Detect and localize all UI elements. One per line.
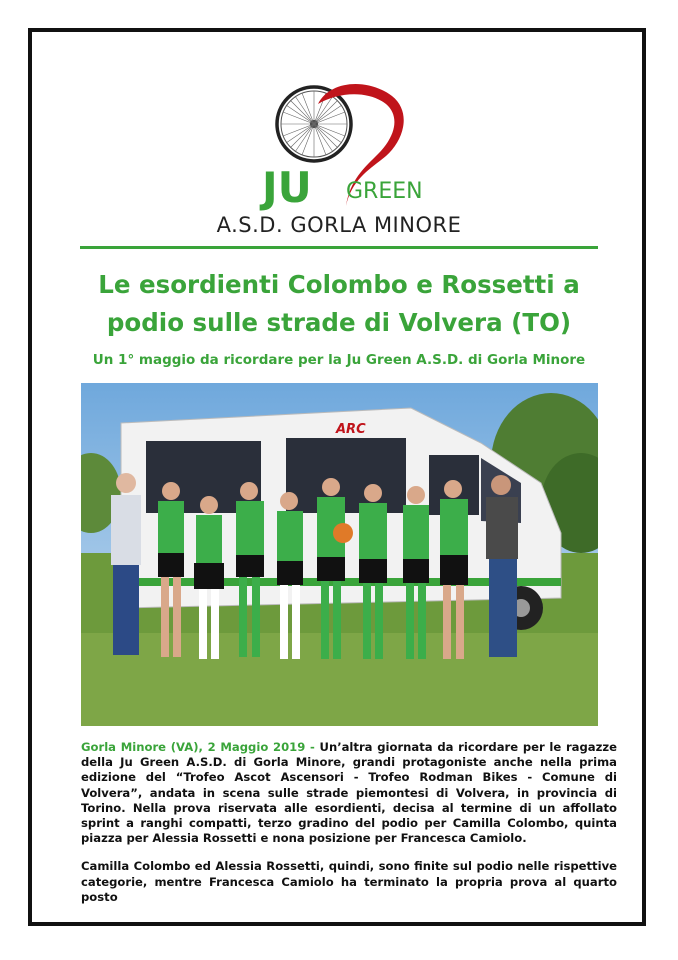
article-dateline: Gorla Minore (VA), 2 Maggio 2019 - <box>81 740 315 754</box>
article-paragraph-2: Camilla Colombo ed Alessia Rossetti, quindi, sono finite sul podio nelle rispettive categorie, mentre Francesca Camiolo ha terminato la propria prova al quarto posto <box>81 859 617 904</box>
team-photo <box>81 383 598 726</box>
logo-organization-name: A.S.D. GORLA MINORE <box>216 213 462 237</box>
divider <box>80 246 598 249</box>
article-paragraph-1 <box>81 740 617 846</box>
van-brand-text: ARC <box>336 422 366 437</box>
logo-green: GREEN <box>346 179 423 204</box>
headline-line-1: Le esordienti Colombo e Rossetti a <box>98 270 580 299</box>
article-body <box>81 740 617 918</box>
coach-left <box>111 473 141 655</box>
coach-right <box>486 475 518 657</box>
subheadline: Un 1° maggio da ricordare per la Ju Green A.S.D. di Gorla Minore <box>92 352 586 368</box>
headline <box>40 266 638 342</box>
headline-line-2: podio sulle strade di Volvera (TO) <box>106 308 572 337</box>
bicycle-wheel-icon <box>277 87 351 161</box>
article-paragraph-1-text: Un’altra giornata da ricordare per le ragazze della Ju Green A.S.D. di Gorla Minore, grandi protagoniste anche nella prima edizione del “Trofeo Ascot Ascensori - Trofeo Rodman Bikes - Comune di Volvera”, andata in scena sulle strade piemontesi di Volvera, in provincia di Torino. Nella prova riservata alle esordienti, decisa al termine di un affollato sprint a ranghi compatti, terzo gradino del podio per Camilla Colombo, quinta piazza per Alessia Rossetti e nona posizione per Francesca Camiolo. <box>81 740 617 846</box>
ju-green-logo <box>0 0 678 245</box>
logo-ju: JU <box>262 163 312 212</box>
